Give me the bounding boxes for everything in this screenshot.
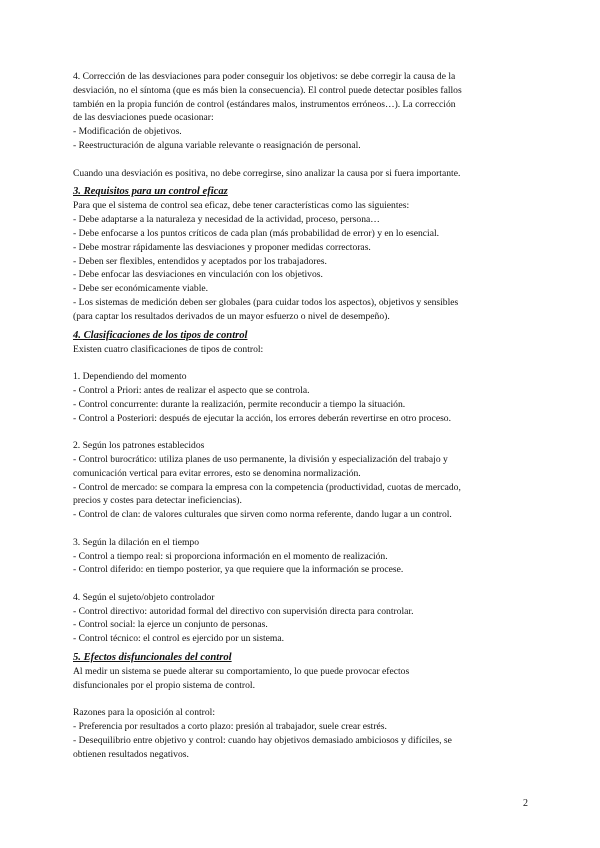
text-line: - Control burocrático: utiliza planes de uso permanente, la división y especialización del trabajo y: [73, 453, 448, 465]
text-line: Al medir un sistema se puede alterar su comportamiento, lo que puede provocar efectos: [73, 666, 410, 678]
text-line: - Debe adaptarse a la naturaleza y necesidad de la actividad, proceso, persona…: [73, 214, 380, 226]
text-line: obtienen resultados negativos.: [73, 748, 189, 760]
text-line: Para que el sistema de control sea eficaz, debe tener características como las siguientes:: [73, 200, 410, 212]
section-heading: 5. Efectos disfuncionales del control: [73, 652, 232, 664]
paragraph: [73, 536, 533, 577]
text-line: - Control a Posteriori: después de ejecutar la acción, los errores deberán revertirse en otro proceso.: [73, 412, 452, 424]
text-line: - Control concurrente: durante la realización, permite reconducir a tiempo la situación.: [73, 398, 406, 410]
section-heading: 3. Requisitos para un control eficaz: [73, 186, 228, 198]
section-heading: 4. Clasificaciones de los tipos de control: [73, 329, 248, 341]
paragraph: [73, 370, 533, 425]
text-line: 3. Según la dilación en el tiempo: [73, 536, 200, 548]
paragraph: [73, 199, 533, 323]
text-line: - Control diferido: en tiempo posterior, ya que requiere que la información se procese.: [73, 564, 404, 576]
text-line: - Control social: la ejerce un conjunto de personas.: [73, 619, 268, 631]
text-line: - Debe ser económicamente viable.: [73, 283, 209, 295]
text-line: Existen cuatro clasificaciones de tipos de control:: [73, 343, 264, 355]
text-line: - Deben ser flexibles, entendidos y aceptados por los trabajadores.: [73, 255, 327, 267]
blank-line: [73, 153, 533, 167]
paragraph: [73, 591, 533, 646]
text-line: Razones para la oposición al control:: [73, 707, 215, 719]
text-line: - Preferencia por resultados a corto plazo: presión al trabajador, suele crear estrés.: [73, 721, 387, 733]
blank-line: [73, 577, 533, 591]
text-line: - Los sistemas de medición deben ser globales (para cuidar todos los aspectos), objetivos y sensibles: [73, 296, 459, 308]
text-line: - Reestructuración de alguna variable relevante o reasignación de personal.: [73, 139, 361, 151]
paragraph: [73, 706, 533, 761]
text-line: - Control de mercado: se compara la empresa con la competencia (productividad, cuotas de mercado,: [73, 481, 461, 493]
text-line: comunicación vertical para evitar errores, esto se denomina normalización.: [73, 467, 361, 479]
text-line: también en la propia función de control (estándares malos, instrumentos erróneos…). La corrección: [73, 98, 456, 110]
page-number: 2: [523, 798, 528, 809]
paragraph: [73, 167, 533, 181]
blank-line: [73, 522, 533, 536]
text-line: Cuando una desviación es positiva, no debe corregirse, sino analizar la causa por si fuera importante.: [73, 167, 461, 179]
text-line: - Modificación de objetivos.: [73, 126, 182, 138]
text-line: - Debe enfocar las desviaciones en vinculación con los objetivos.: [73, 269, 323, 281]
blank-line: [73, 356, 533, 370]
text-line: - Control a Priori: antes de realizar el aspecto que se controla.: [73, 384, 310, 396]
text-line: - Debe enfocarse a los puntos críticos de cada plan (más probabilidad de error) y en lo esencial.: [73, 227, 440, 239]
text-line: 4. Corrección de las desviaciones para poder conseguir los objetivos: se debe corregir la causa de la: [73, 71, 456, 82]
text-line: - Control directivo: autoridad formal del directivo con supervisión directa para controlar.: [73, 605, 414, 617]
text-line: - Desequilibrio entre objetivo y control: cuando hay objetivos demasiado ambiciosos y difíciles, se: [73, 735, 452, 747]
paragraph: [73, 439, 533, 522]
paragraph: [73, 665, 533, 693]
page-body: [73, 70, 533, 762]
text-line: - Control a tiempo real: si proporciona información en el momento de realización.: [73, 550, 388, 562]
text-line: desviación, no el síntoma (que es más bien la consecuencia). El control puede detectar posibles fallos: [73, 84, 462, 96]
text-line: precios y costes para detectar ineficiencias).: [73, 495, 242, 507]
text-line: disfuncionales por el propio sistema de control.: [73, 679, 255, 691]
blank-line: [73, 693, 533, 707]
paragraph: [73, 343, 533, 357]
text-line: - Control de clan: de valores culturales que sirven como norma referente, dando lugar a un control.: [73, 509, 452, 521]
text-line: de las desviaciones puede ocasionar:: [73, 112, 214, 124]
text-line: - Debe mostrar rápidamente las desviaciones y proponer medidas correctoras.: [73, 241, 371, 253]
blank-line: [73, 425, 533, 439]
paragraph: [73, 70, 533, 153]
text-line: - Control técnico: el control es ejercido por un sistema.: [73, 633, 285, 645]
text-line: 2. Según los patrones establecidos: [73, 440, 205, 452]
text-line: 1. Dependiendo del momento: [73, 371, 187, 383]
text-line: 4. Según el sujeto/objeto controlador: [73, 591, 215, 603]
text-line: (para captar los resultados derivados de un mayor esfuerzo o nivel de desempeño).: [73, 310, 390, 322]
